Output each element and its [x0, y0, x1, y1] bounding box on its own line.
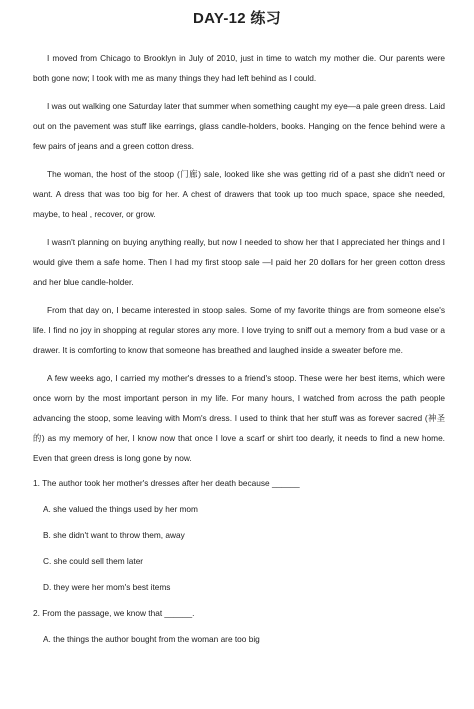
passage-paragraph: I moved from Chicago to Brooklyn in July of 2010, just in time to watch my mother die. Our parents were both gone now; I took with me as many things they had left behind as I could. [33, 53, 445, 83]
answer-option: D. they were her mom's best items [43, 582, 171, 592]
passage-paragraph: A few weeks ago, I carried my mother's dresses to a friend's stoop. These were her best items, which were once worn by the most important person in my life. For many hours, I watched from across the path people advancing the stoop, some leaving with Mom's dress. I used to think that her stuff was as forever sacred (神圣的) as my memory of her, I know now that once I love a scarf or shirt too dearly, it needs to find a new home. Even that green dress is long gone by now. [33, 373, 445, 463]
worksheet-page [0, 9, 474, 709]
passage-paragraph: I wasn't planning on buying anything really, but now I needed to show her that I appreciated her things and I would give them a safe home. Then I had my first stoop sale —I paid her 20 dollars for her green cotton dress and her blue candle-holder. [33, 237, 445, 287]
passage-paragraph: From that day on, I became interested in stoop sales. Some of my favorite things are from someone else's life. I find no joy in shopping at regular stores any more. I love trying to sniff out a memory from a bud vase or a drawer. It is comforting to know that someone has breathed and laughed inside a sweater before me. [33, 305, 445, 355]
passage-paragraph: I was out walking one Saturday later that summer when something caught my eye—a pale green dress. Laid out on the pavement was stuff like earrings, glass candle-holders, books. Hanging on the fence behind were a few pairs of jeans and a green cotton dress. [33, 101, 446, 151]
reading-passage [33, 48, 445, 468]
question-stem: 2. From the passage, we know that ______. [33, 608, 195, 618]
question-block [33, 476, 445, 594]
passage-paragraph: The woman, the host of the stoop (门廊) sale, looked like she was getting rid of a past she didn't need or want. A dress that was too big for her. A chest of drawers that took up too much space, space she needed, maybe, to heal , recover, or grow. [33, 169, 445, 219]
answer-option: A. the things the author bought from the woman are too big [43, 634, 260, 644]
page-title: DAY-12 练习 [192, 10, 281, 27]
worksheet-content [33, 48, 445, 658]
question-stem: 1. The author took her mother's dresses after her death because ______ [33, 478, 300, 488]
answer-option: B. she didn't want to throw them, away [43, 530, 185, 540]
answer-option: A. she valued the things used by her mom [43, 504, 198, 514]
question-block [33, 606, 445, 646]
answer-option: C. she could sell them later [43, 556, 144, 566]
